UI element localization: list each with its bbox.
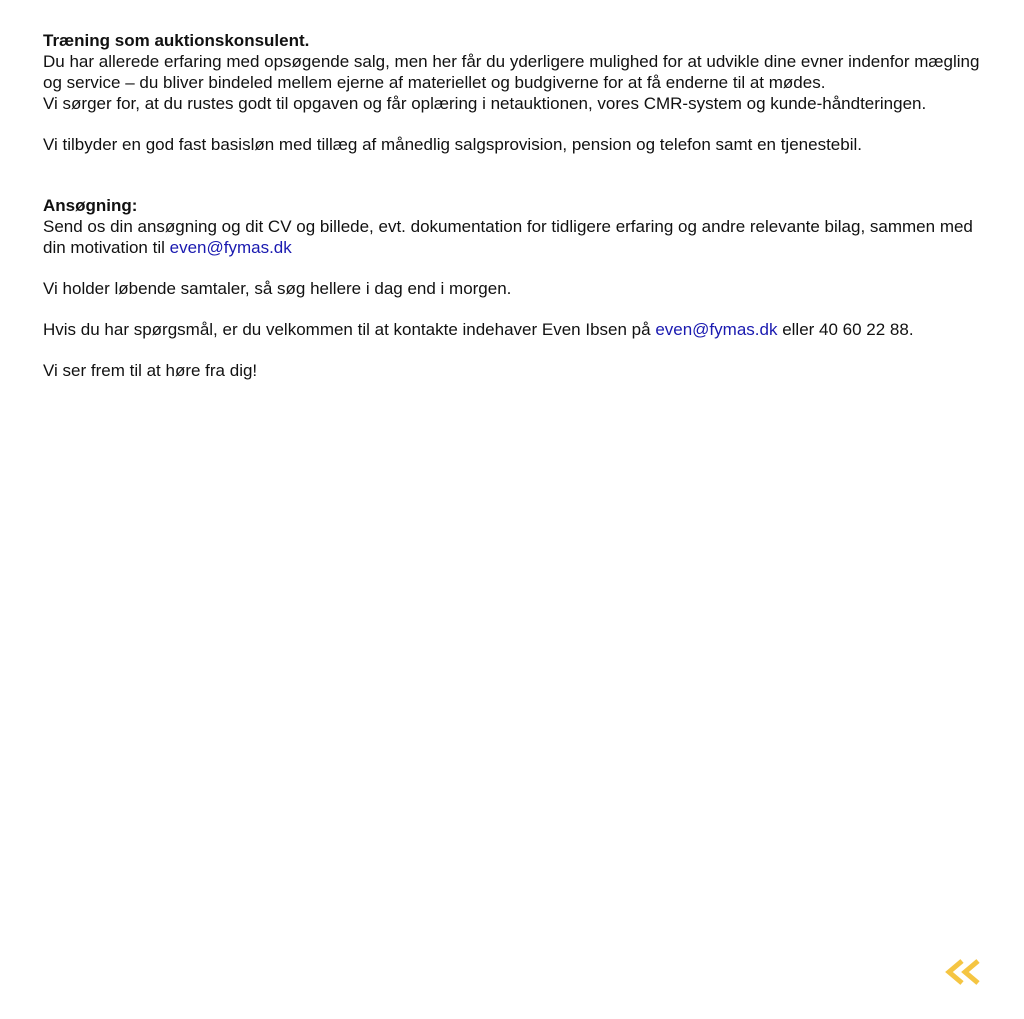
contact-email-link[interactable]: even@fymas.dk bbox=[655, 320, 778, 339]
application-body bbox=[43, 216, 983, 258]
double-chevron-left-icon-svg bbox=[944, 958, 984, 986]
training-body-1: Du har allerede erfaring med opsøgende salg, men her får du yderligere mulighed for at udvikle dine evner indenfor mægling og service – du bliver bindeled mellem ejerne af materiellet og budgiverne for at få enderne til at mødes. bbox=[43, 52, 980, 92]
double-chevron-left-icon[interactable] bbox=[944, 958, 984, 986]
application-body-text: Send os din ansøgning og dit CV og billede, evt. dokumentation for tidligere erfaring og andre relevante bilag, sammen med din motivation til bbox=[43, 217, 973, 257]
contact-after: eller 40 60 22 88. bbox=[782, 320, 914, 339]
training-title: Træning som auktionskonsulent. bbox=[43, 31, 310, 50]
application-title: Ansøgning: bbox=[43, 196, 138, 215]
closing-text: Vi ser frem til at høre fra dig! bbox=[43, 361, 258, 380]
job-ad-text bbox=[43, 30, 983, 381]
training-body-2: Vi sørger for, at du rustes godt til opgaven og får oplæring i netauktionen, vores CMR-system og kunde-håndteringen. bbox=[43, 94, 927, 113]
offer-text: Vi tilbyder en god fast basisløn med tillæg af månedlig salgsprovision, pension og telefon samt en tjenestebil. bbox=[43, 135, 862, 154]
contact-before: Hvis du har spørgsmål, er du velkommen til at kontakte indehaver Even Ibsen på bbox=[43, 320, 651, 339]
contact-text bbox=[43, 319, 983, 340]
application-email-link[interactable]: even@fymas.dk bbox=[169, 238, 292, 257]
interviews-text: Vi holder løbende samtaler, så søg hellere i dag end i morgen. bbox=[43, 279, 512, 298]
